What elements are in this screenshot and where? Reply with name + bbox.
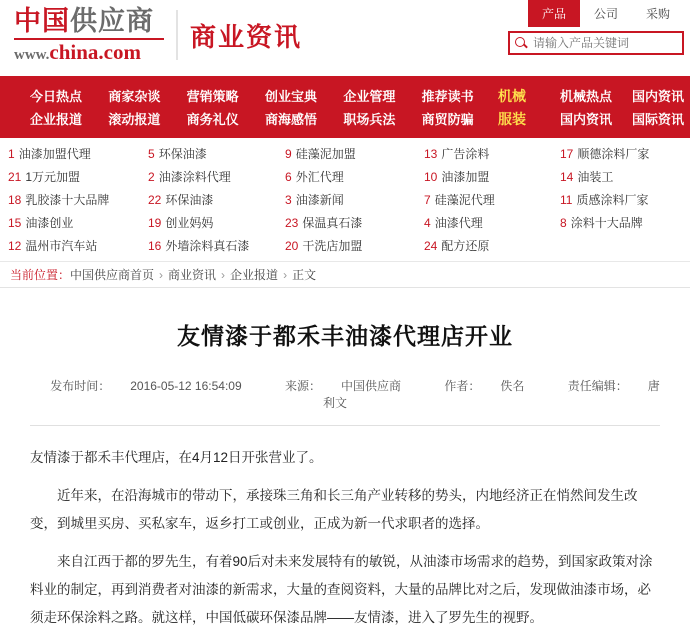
main-nav-band: [0, 76, 690, 138]
hot-keyword-number: 23: [285, 216, 299, 230]
nav-category-machinery[interactable]: 机械: [498, 87, 526, 104]
breadcrumb-separator: ›: [221, 268, 226, 282]
hot-keyword-number: 3: [285, 193, 292, 207]
hot-keyword-item[interactable]: [560, 168, 690, 186]
hot-keyword-link[interactable]: 温州市汽车站: [25, 239, 98, 253]
hot-keyword-link[interactable]: 广告涂料: [441, 147, 490, 161]
main-nav-left: [30, 76, 500, 130]
hot-keyword-item[interactable]: [424, 214, 560, 232]
hot-keyword-link[interactable]: 油漆加盟: [441, 170, 490, 184]
nav-item-business-insight[interactable]: 商海感悟: [264, 112, 317, 127]
hot-keyword-item[interactable]: [148, 168, 285, 186]
hot-keyword-link[interactable]: 硅藻泥代理: [434, 193, 495, 207]
hot-keyword-link[interactable]: 环保油漆: [158, 147, 207, 161]
nav-item-fraud-prevention[interactable]: 商贸防骗: [421, 112, 474, 127]
hot-keyword-number: 20: [285, 239, 299, 253]
hot-keyword-item[interactable]: [285, 168, 424, 186]
hot-keyword-link[interactable]: 乳胶漆十大品牌: [25, 193, 110, 207]
article-source: [275, 379, 411, 393]
hot-keyword-item[interactable]: [560, 191, 690, 209]
nav-item-merchant-talk[interactable]: 商家杂谈: [108, 89, 161, 104]
logo-chinese-text: 中国供应商: [14, 6, 154, 36]
editor-label: 责任编辑：: [567, 379, 628, 393]
nav-item-startup[interactable]: 创业宝典: [264, 89, 317, 104]
page-title: 商业资讯: [190, 23, 303, 52]
main-nav-row-1: [30, 84, 500, 107]
hot-keyword-item[interactable]: [8, 237, 148, 255]
hot-keyword-item[interactable]: [560, 214, 690, 232]
hot-keyword-item[interactable]: [148, 145, 285, 163]
hot-keyword-number: 4: [424, 216, 431, 230]
hot-keyword-number: 16: [148, 239, 162, 253]
hot-keyword-item[interactable]: [8, 191, 148, 209]
main-nav-row-2: [30, 107, 500, 130]
nav-item-apparel-international[interactable]: 国际资讯: [632, 112, 685, 127]
hot-keyword-item[interactable]: [424, 237, 560, 255]
hot-keyword-number: 15: [8, 216, 22, 230]
source-label: 来源：: [285, 379, 322, 393]
nav-item-machinery-domestic[interactable]: 国内资讯: [632, 89, 685, 104]
hot-keyword-number: 18: [8, 193, 22, 207]
hot-keyword-link[interactable]: 配方还原: [441, 239, 490, 253]
article-paragraph: 友情漆于都禾丰代理店，在4月12日开张营业了。: [30, 450, 323, 465]
publish-time-label: 发布时间：: [50, 379, 111, 393]
search-input[interactable]: [531, 34, 690, 52]
hot-keyword-item[interactable]: [424, 191, 560, 209]
hot-keyword-item[interactable]: [148, 214, 285, 232]
hot-keyword-number: 6: [285, 170, 292, 184]
top-nav-item-companies[interactable]: 公司: [593, 7, 618, 21]
breadcrumb-separator: ›: [283, 268, 288, 282]
nav-item-business-etiquette[interactable]: 商务礼仪: [186, 112, 239, 127]
hot-keyword-item[interactable]: [8, 168, 148, 186]
article-body: [30, 444, 660, 632]
article-publish-time: [40, 379, 251, 393]
author-label: 作者：: [444, 379, 481, 393]
hot-keyword-link[interactable]: 质感涂料厂家: [576, 193, 649, 207]
site-logo[interactable]: [14, 6, 164, 67]
hot-keyword-item[interactable]: [8, 214, 148, 232]
nav-item-marketing[interactable]: 营销策略: [186, 89, 239, 104]
top-nav: [528, 0, 684, 27]
hot-keyword-item[interactable]: [285, 237, 424, 255]
header-divider: [176, 10, 178, 60]
hot-keyword-number: 5: [148, 147, 155, 161]
hot-keyword-number: 24: [424, 239, 438, 253]
hot-keyword-link[interactable]: 保温真石漆: [302, 216, 363, 230]
breadcrumb-item-business-news[interactable]: 商业资讯: [168, 268, 217, 282]
hot-keyword-number: 14: [560, 170, 574, 184]
hot-keyword-number: 9: [285, 147, 292, 161]
article: [0, 318, 690, 632]
hot-keyword-item[interactable]: [285, 214, 424, 232]
nav-category-apparel[interactable]: 服装: [498, 110, 526, 127]
article-meta-divider: [30, 425, 660, 426]
hot-keyword-number: 19: [148, 216, 162, 230]
nav-item-rolling-report[interactable]: 滚动报道: [108, 112, 161, 127]
hot-keyword-link[interactable]: 外汇代理: [295, 170, 344, 184]
nav-item-today-hot[interactable]: 今日热点: [30, 89, 83, 104]
nav-item-management[interactable]: 企业管理: [343, 89, 396, 104]
hot-keyword-link[interactable]: 油漆创业: [25, 216, 74, 230]
hot-keyword-number: 1: [8, 147, 15, 161]
hot-keyword-number: 7: [424, 193, 431, 207]
hot-keyword-number: 10: [424, 170, 438, 184]
hot-keyword-item[interactable]: [560, 145, 690, 163]
hot-keyword-link[interactable]: 油漆新闻: [295, 193, 344, 207]
site-header: [0, 0, 690, 76]
article-title: 友情漆于都禾丰油漆代理店开业: [177, 324, 513, 349]
hot-keyword-link[interactable]: 涂料十大品牌: [570, 216, 643, 230]
breadcrumb: [0, 262, 690, 288]
hot-keyword-number: 22: [148, 193, 162, 207]
hot-keyword-link[interactable]: 硅藻泥加盟: [295, 147, 356, 161]
nav-item-workplace[interactable]: 职场兵法: [343, 112, 396, 127]
author-value: 佚名: [500, 379, 525, 393]
breadcrumb-item-current: 正文: [292, 268, 317, 282]
article-paragraph: 来自江西于都的罗先生，有着90后对未来发展特有的敏锐，从油漆市场需求的趋势，到国家政策对涂料业的制定，再到消费者对油漆的新需求，大量的查阅资料，大量的品牌比对之后，发现做油漆市场，必须走环保涂料之路。就这样，中国低碳环保漆品牌——友情漆，进入了罗先生的视野。: [30, 554, 653, 625]
search-icon: [514, 36, 528, 50]
source-value: 中国供应商: [341, 379, 402, 393]
hot-keyword-number: 17: [560, 147, 574, 161]
hot-keyword-number: 13: [424, 147, 438, 161]
hot-keyword-number: 8: [560, 216, 567, 230]
logo-domain: china.com: [49, 40, 141, 64]
hot-keyword-link[interactable]: 油装工: [577, 170, 614, 184]
breadcrumb-separator: ›: [159, 268, 164, 282]
main-nav-right-row-1: [498, 84, 690, 107]
main-nav-right-row-2: [498, 107, 690, 130]
editor-value: 唐利文: [322, 379, 660, 410]
hot-keyword-link[interactable]: 油漆代理: [434, 216, 483, 230]
hot-keyword-link[interactable]: 1万元加盟: [25, 170, 81, 184]
hot-keyword-item[interactable]: [148, 237, 285, 255]
top-nav-item-purchase[interactable]: 采购: [645, 7, 670, 21]
nav-item-recommended-books[interactable]: 推荐读书: [421, 89, 474, 104]
hot-keyword-grid: [0, 138, 690, 262]
hot-keyword-number: 11: [560, 193, 573, 207]
hot-keyword-item[interactable]: [285, 191, 424, 209]
article-author: [434, 379, 534, 393]
hot-keyword-item[interactable]: [8, 145, 148, 163]
hot-keyword-link[interactable]: 外墙涂料真石漆: [165, 239, 250, 253]
breadcrumb-item-company-report[interactable]: 企业报道: [230, 268, 279, 282]
hot-keyword-item[interactable]: [424, 168, 560, 186]
article-paragraph: 近年来，在沿海城市的带动下，承接珠三角和长三角产业转移的势头，内地经济正在悄然间发生改变，到城里买房、买私家车，返乡打工或创业，正成为新一代求职者的选择。: [30, 488, 638, 531]
main-nav-right: [498, 76, 690, 130]
nav-item-company-report[interactable]: 企业报道: [30, 112, 83, 127]
hot-keyword-number: 21: [8, 170, 22, 184]
logo-url: [14, 38, 164, 67]
hot-keyword-link[interactable]: 环保油漆: [165, 193, 214, 207]
hot-keyword-number: 12: [8, 239, 22, 253]
hot-keyword-link[interactable]: 油漆加盟代理: [18, 147, 91, 161]
breadcrumb-item-home[interactable]: 中国供应商首页: [70, 268, 155, 282]
nav-item-machinery-hot[interactable]: 机械热点: [560, 89, 613, 104]
search-box[interactable]: [508, 31, 684, 55]
article-meta: [30, 377, 660, 411]
hot-keyword-item[interactable]: [285, 145, 424, 163]
hot-keyword-item[interactable]: [424, 145, 560, 163]
hot-keyword-item[interactable]: [148, 191, 285, 209]
hot-keyword-link[interactable]: 创业妈妈: [165, 216, 214, 230]
hot-keyword-link[interactable]: 干洗店加盟: [302, 239, 363, 253]
top-nav-item-products[interactable]: 产品: [528, 0, 580, 27]
hot-keyword-link[interactable]: 油漆涂料代理: [158, 170, 231, 184]
hot-keyword-number: 2: [148, 170, 155, 184]
publish-time-value: 2016-05-12 16:54:09: [130, 379, 242, 393]
nav-item-apparel-domestic[interactable]: 国内资讯: [560, 112, 613, 127]
breadcrumb-label: 当前位置：: [10, 268, 71, 282]
logo-www: www.: [14, 47, 50, 63]
hot-keyword-link[interactable]: 顺德涂料厂家: [577, 147, 650, 161]
